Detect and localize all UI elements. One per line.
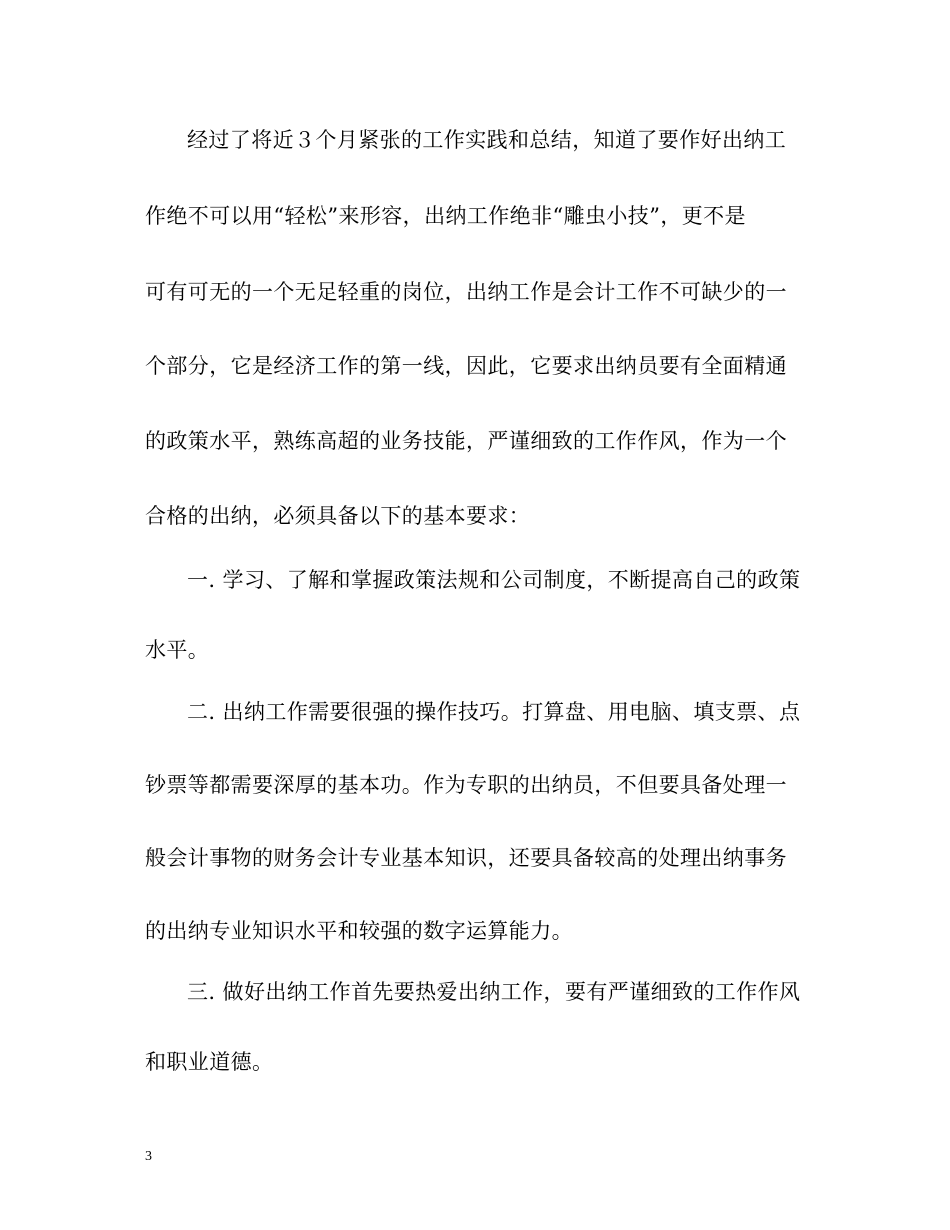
paragraph-intro-line-5: 的政策水平，熟练高超的业务技能，严谨细致的工作作风，作为一个: [145, 429, 787, 453]
paragraph-intro-line-1: 经过了将近３个月紧张的工作实践和总结，知道了要作好出纳工: [187, 128, 787, 152]
item-two-line-4: 的出纳专业知识水平和较强的数字运算能力。: [145, 919, 573, 943]
paragraph-intro-line-6: 合格的出纳，必须具备以下的基本要求：: [145, 504, 531, 528]
item-two-line-3: 般会计事物的财务会计专业基本知识，还要具备较高的处理出纳事务: [145, 846, 787, 870]
paragraph-intro-line-2: 作绝不可以用“轻松”来形容，出纳工作绝非“雕虫小技”，更不是: [145, 204, 746, 228]
item-two-line-1: 二. 出纳工作需要很强的操作技巧。打算盘、用电脑、填支票、点: [187, 700, 801, 724]
item-three-line-2: 和职业道德。: [145, 1050, 274, 1074]
item-two-line-2: 钞票等都需要深厚的基本功。作为专职的出纳员，不但要具备处理一: [145, 773, 787, 797]
item-one-line-2: 水平。: [145, 638, 210, 662]
paragraph-intro-line-3: 可有可无的一个无足轻重的岗位，出纳工作是会计工作不可缺少的一: [145, 280, 787, 304]
item-one-line-1: 一. 学习、了解和掌握政策法规和公司制度，不断提高自己的政策: [187, 568, 801, 592]
paragraph-intro-line-4: 个部分，它是经济工作的第一线，因此，它要求出纳员要有全面精通: [145, 354, 787, 378]
page-number: 3: [145, 1149, 152, 1164]
item-three-line-1: 三. 做好出纳工作首先要热爱出纳工作，要有严谨细致的工作作风: [187, 980, 801, 1004]
